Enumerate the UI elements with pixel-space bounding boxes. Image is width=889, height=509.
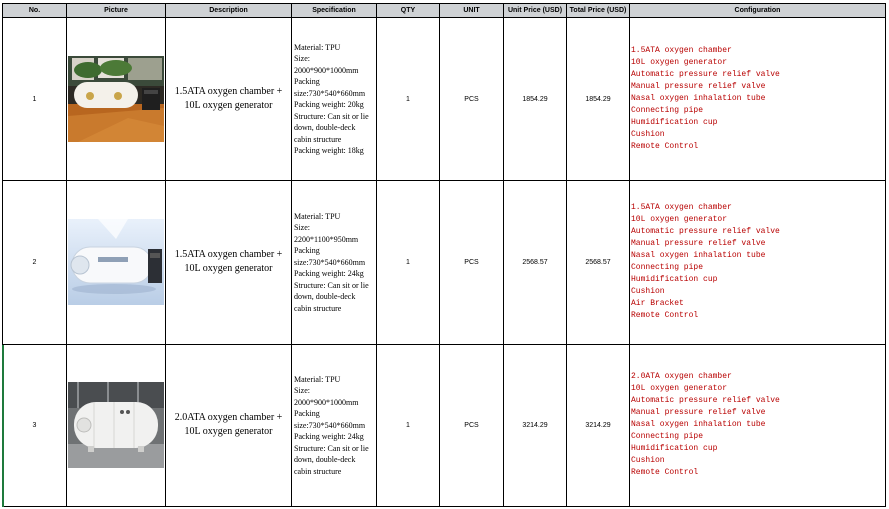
config-item: Nasal oxygen inhalation tube [631, 94, 766, 104]
cell-configuration [630, 18, 886, 181]
cell-unit-price: 1854.29 [504, 18, 567, 181]
header-row [3, 4, 886, 18]
oxygen-chamber-lying-photo [68, 56, 164, 142]
cell-specification [292, 18, 377, 181]
spec-line: Packing weight: 18kg [294, 146, 364, 156]
config-item: Humidification cup [631, 275, 718, 285]
cell-no: 1 [3, 18, 67, 181]
cell-unit: PCS [440, 181, 504, 344]
spec-line: Packing weight: 24kg [294, 432, 364, 442]
cell-unit: PCS [440, 344, 504, 506]
config-item: 2.0ATA oxygen chamber [631, 372, 732, 382]
spec-line: Packing [294, 409, 320, 419]
config-item: Remote Control [631, 468, 699, 478]
header-picture: Picture [67, 4, 166, 18]
header-description: Description [166, 4, 292, 18]
cell-configuration [630, 181, 886, 344]
table-row [3, 344, 886, 506]
spec-line: 2000*900*1000mm [294, 397, 359, 407]
config-item: Remote Control [631, 311, 699, 321]
header-unit-price: Unit Price (USD) [504, 4, 567, 18]
spec-line: down, double-deck [294, 292, 356, 302]
cell-unit-price: 2568.57 [504, 181, 567, 344]
config-item: Remote Control [631, 142, 699, 152]
config-item: Manual pressure relief valve [631, 82, 766, 92]
cell-no: 2 [3, 181, 67, 344]
spec-line: Packing [294, 77, 320, 87]
config-item: Humidification cup [631, 118, 718, 128]
spec-line: Material: TPU [294, 374, 341, 384]
config-item: Air Bracket [631, 299, 684, 309]
cell-description: 1.5ATA oxygen chamber + 10L oxygen generator [166, 18, 292, 181]
spec-line: size:730*540*660mm [294, 88, 366, 98]
spec-line: size:730*540*660mm [294, 420, 366, 430]
table-row [3, 181, 886, 344]
spec-line: cabin structure [294, 466, 342, 476]
config-item: 10L oxygen generator [631, 58, 728, 68]
header-unit: UNIT [440, 4, 504, 18]
spec-line: Structure: Can sit or lie [294, 280, 369, 290]
config-item: Connecting pipe [631, 106, 704, 116]
config-item: 10L oxygen generator [631, 215, 728, 225]
cell-unit-price: 3214.29 [504, 344, 567, 506]
config-item: 1.5ATA oxygen chamber [631, 46, 732, 56]
cell-specification [292, 181, 377, 344]
config-item: Cushion [631, 130, 665, 140]
table-row [3, 18, 886, 181]
config-item: Cushion [631, 456, 665, 466]
cell-picture [67, 181, 166, 344]
config-item: Connecting pipe [631, 432, 704, 442]
config-item: 10L oxygen generator [631, 384, 728, 394]
spec-line: Structure: Can sit or lie [294, 111, 369, 121]
cell-unit: PCS [440, 18, 504, 181]
spec-line: cabin structure [294, 134, 342, 144]
config-item: Automatic pressure relief valve [631, 396, 780, 406]
cell-total-price: 1854.29 [567, 18, 630, 181]
selection-border [2, 345, 4, 507]
spec-line: Size: [294, 54, 310, 64]
config-item: Manual pressure relief valve [631, 239, 766, 249]
cell-total-price: 3214.29 [567, 344, 630, 506]
spec-line: cabin structure [294, 303, 342, 313]
oxygen-chamber-hard-shell-photo [68, 382, 164, 468]
config-item: 1.5ATA oxygen chamber [631, 203, 732, 213]
cell-picture [67, 344, 166, 506]
cell-description: 1.5ATA oxygen chamber + 10L oxygen generator [166, 181, 292, 344]
header-configuration: Configuration [630, 4, 886, 18]
spec-line: Structure: Can sit or lie [294, 443, 369, 453]
cell-qty: 1 [377, 344, 440, 506]
header-qty: QTY [377, 4, 440, 18]
config-item: Connecting pipe [631, 263, 704, 273]
spec-line: Material: TPU [294, 42, 341, 52]
spec-line: Packing [294, 246, 320, 256]
header-no: No. [3, 4, 67, 18]
spec-line: down, double-deck [294, 123, 356, 133]
config-item: Automatic pressure relief valve [631, 70, 780, 80]
config-item: Nasal oxygen inhalation tube [631, 420, 766, 430]
config-item: Manual pressure relief valve [631, 408, 766, 418]
spec-line: Packing weight: 20kg [294, 100, 364, 110]
spec-line: 2200*1100*950mm [294, 234, 359, 244]
header-total-price: Total Price (USD) [567, 4, 630, 18]
cell-total-price: 2568.57 [567, 181, 630, 344]
header-specification: Specification [292, 4, 377, 18]
cell-no: 3 [3, 344, 67, 506]
spec-line: Material: TPU [294, 211, 341, 221]
cell-qty: 1 [377, 18, 440, 181]
oxygen-chamber-white-photo [68, 219, 164, 305]
spec-line: size:730*540*660mm [294, 257, 366, 267]
quotation-table [2, 3, 886, 507]
spec-line: 2000*900*1000mm [294, 65, 359, 75]
config-item: Nasal oxygen inhalation tube [631, 251, 766, 261]
cell-description: 2.0ATA oxygen chamber + 10L oxygen generator [166, 344, 292, 506]
spec-line: Size: [294, 386, 310, 396]
cell-configuration [630, 344, 886, 506]
config-item: Automatic pressure relief valve [631, 227, 780, 237]
spec-line: down, double-deck [294, 455, 356, 465]
config-item: Cushion [631, 287, 665, 297]
cell-picture [67, 18, 166, 181]
spec-line: Packing weight: 24kg [294, 269, 364, 279]
cell-specification [292, 344, 377, 506]
spec-line: Size: [294, 223, 310, 233]
config-item: Humidification cup [631, 444, 718, 454]
cell-qty: 1 [377, 181, 440, 344]
